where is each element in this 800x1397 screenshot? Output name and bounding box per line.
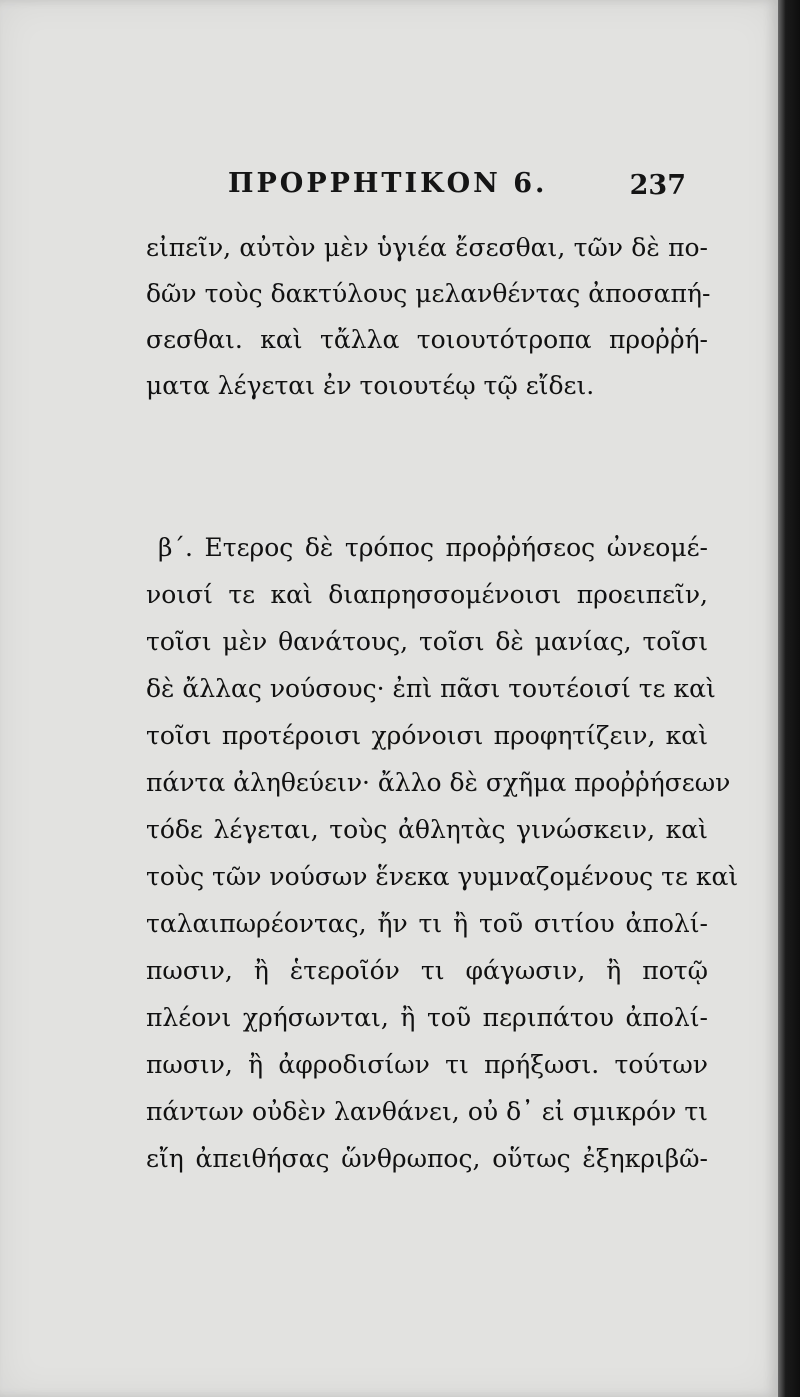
book-gutter-shadow — [778, 0, 800, 1397]
text-line: τοῖσι μὲν θανάτους, τοῖσι δὲ μανίας, τοῖσι — [146, 627, 708, 656]
text-line: δὲ ἄλλας νούσους· ἐπὶ πᾶσι τουτέοισί τε καὶ — [146, 674, 716, 703]
paragraph-1 — [146, 225, 711, 409]
text-line: σεσθαι. καὶ τἄλλα τοιουτότροπα προῤῥή- — [146, 325, 708, 354]
text-line: εἴη ἀπειθήσας ὥνθρωπος, οὕτως ἐξηκριβῶ- — [146, 1144, 708, 1173]
text-line: τοὺς τῶν νούσων ἕνεκα γυμναζομένους τε καὶ — [146, 862, 739, 891]
text-line: εἰπεῖν, αὐτὸν μὲν ὑγιέα ἔσεσθαι, τῶν δὲ πο- — [146, 233, 708, 262]
text-line: πωσιν, ἢ ἑτεροῖόν τι φάγωσιν, ἢ ποτῷ — [146, 956, 708, 985]
text-line: β΄. Ετερος δὲ τρόπος προῤῥήσεος ὠνεομέ- — [158, 533, 708, 562]
text-line: δῶν τοὺς δακτύλους μελανθέντας ἀποσαπή- — [146, 279, 711, 308]
text-line: ταλαιπωρέοντας, ἤν τι ἢ τοῦ σιτίου ἀπολί- — [146, 909, 708, 938]
text-line: νοισί τε καὶ διαπρησσομένοισι προειπεῖν, — [146, 580, 708, 609]
text-line: πωσιν, ἢ ἀφροδισίων τι πρήξωσι. τούτων — [146, 1050, 708, 1079]
text-line: πάντα ἀληθεύειν· ἄλλο δὲ σχῆμα προῤῥήσεων — [146, 768, 731, 797]
text-line: ματα λέγεται ἐν τοιουτέῳ τῷ εἴδει. — [146, 371, 595, 400]
text-line: τόδε λέγεται, τοὺς ἀθλητὰς γινώσκειν, καὶ — [146, 815, 708, 844]
text-line: τοῖσι προτέροισι χρόνοισι προφητίζειν, καὶ — [146, 721, 708, 750]
header-title: ΠΡΟΡΡΗΤΙΚΟΝ 6. — [228, 168, 548, 199]
text-line: πάντων οὐδὲν λανθάνει, οὐ δ᾽ εἰ σμικρόν τι — [146, 1097, 708, 1126]
page-number: 237 — [629, 170, 686, 201]
running-header — [228, 168, 686, 208]
text-line: πλέονι χρήσωνται, ἢ τοῦ περιπάτου ἀπολί- — [146, 1003, 708, 1032]
paragraph-2 — [146, 524, 739, 1182]
